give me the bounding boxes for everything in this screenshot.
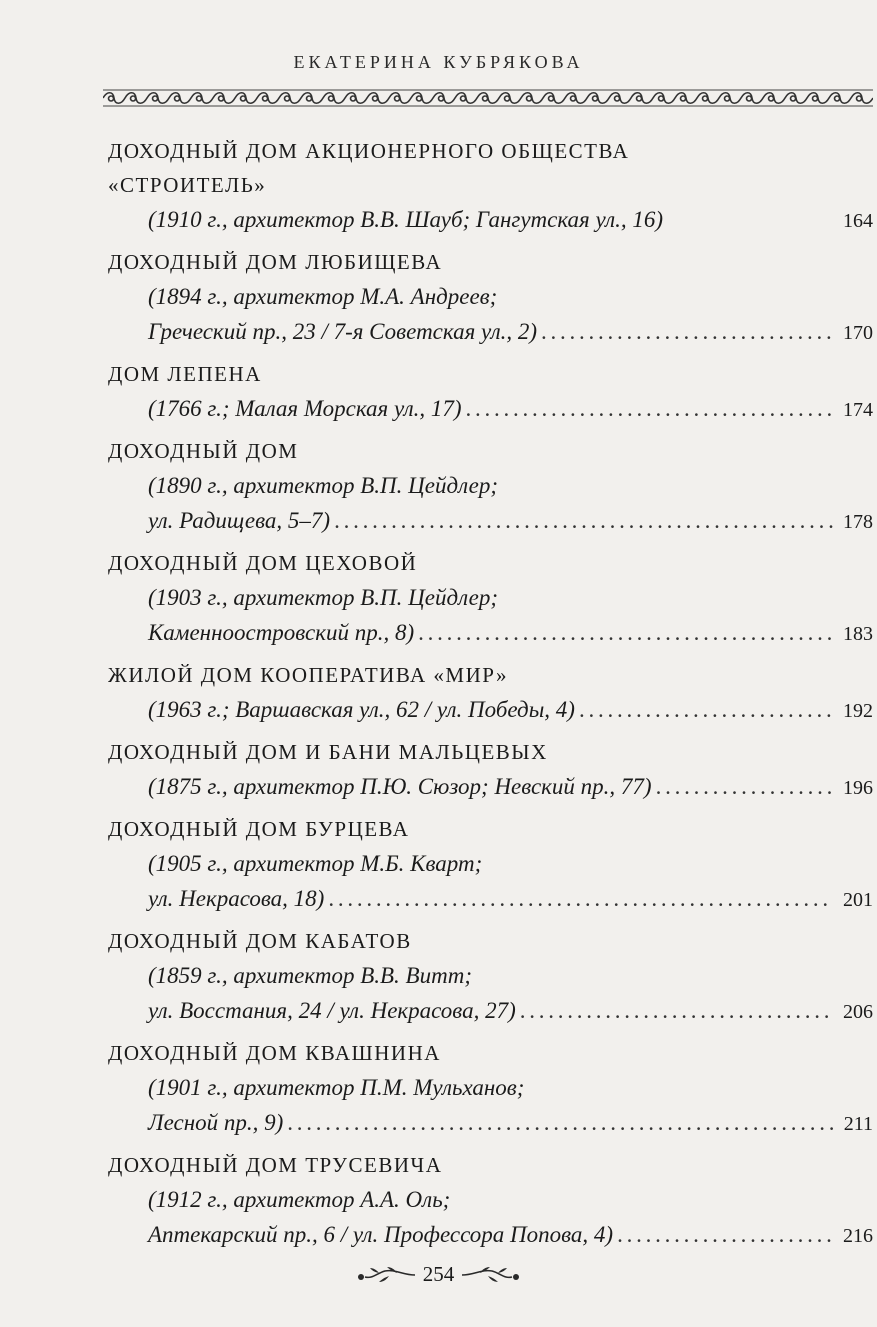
entry-details: (1901 г., архитектор П.М. Мульханов; [148, 1075, 525, 1100]
entry-page-number: 178 [843, 511, 873, 533]
entry-details: (1890 г., архитектор В.П. Цейдлер; [148, 473, 499, 498]
entry-title: ДОХОДНЫЙ ДОМ ЦЕХОВОЙ [108, 551, 418, 575]
entry-details-line [108, 692, 873, 729]
entry-title: ДОХОДНЫЙ ДОМ И БАНИ МАЛЬЦЕВЫХ [108, 740, 548, 764]
entry-details: (1875 г., архитектор П.Ю. Сюзор; Невский пр., 77) [148, 774, 652, 799]
entry-page-number: 183 [843, 623, 873, 645]
entry-details: (1910 г., архитектор В.В. Шауб; Гангутская ул., 16) [148, 207, 664, 232]
toc-entry [108, 1036, 873, 1142]
entry-page-number: 216 [843, 1225, 873, 1247]
entry-details: ул. Восстания, 24 / ул. Некрасова, 27) [148, 998, 516, 1023]
entry-title: ДОМ ЛЕПЕНА [108, 362, 262, 386]
entry-title-continued: «СТРОИТЕЛЬ» [108, 173, 267, 197]
dot-leader [656, 769, 833, 804]
toc-entry [108, 546, 873, 652]
entry-details-line [108, 503, 873, 540]
toc-entry [108, 1148, 873, 1254]
entry-page-number: 192 [843, 700, 873, 722]
entry-details-line [108, 993, 873, 1030]
dot-leader [617, 1217, 833, 1252]
entry-title: ДОХОДНЫЙ ДОМ АКЦИОНЕРНОГО ОБЩЕСТВА [108, 139, 630, 163]
entry-page-number: 170 [843, 322, 873, 344]
entry-details: Лесной пр., 9) [148, 1110, 284, 1135]
toc-entry [108, 812, 873, 918]
table-of-contents [108, 134, 873, 1260]
toc-entry [108, 245, 873, 351]
entry-details-line [108, 391, 873, 428]
dot-leader [287, 1105, 833, 1140]
entry-title: ДОХОДНЫЙ ДОМ КАБАТОВ [108, 929, 412, 953]
entry-details: Аптекарский пр., 6 / ул. Профессора Попова, 4) [148, 1222, 614, 1247]
entry-title: ДОХОДНЫЙ ДОМ ЛЮБИЩЕВА [108, 250, 443, 274]
entry-page-number: 196 [843, 777, 873, 799]
dot-leader [418, 615, 833, 650]
entry-details-line [108, 881, 873, 918]
entry-details-line [108, 615, 873, 652]
toc-entry [108, 658, 873, 729]
entry-title: ДОХОДНЫЙ ДОМ КВАШНИНА [108, 1041, 441, 1065]
toc-entry [108, 735, 873, 806]
entry-title: ДОХОДНЫЙ ДОМ [108, 439, 299, 463]
entry-page-number: 174 [843, 399, 873, 421]
entry-details: (1894 г., архитектор М.А. Андреев; [148, 284, 498, 309]
dot-leader [520, 993, 833, 1028]
page-number: 254 [422, 1262, 455, 1286]
entry-details: (1859 г., архитектор В.В. Витт; [148, 963, 472, 988]
entry-details-line [108, 1105, 873, 1142]
entry-page-number: 211 [843, 1113, 873, 1135]
page-footer [0, 1262, 877, 1287]
toc-entry [108, 134, 873, 239]
entry-title: ДОХОДНЫЙ ДОМ БУРЦЕВА [108, 817, 410, 841]
entry-title: ДОХОДНЫЙ ДОМ ТРУСЕВИЧА [108, 1153, 443, 1177]
entry-details: (1905 г., архитектор М.Б. Кварт; [148, 851, 483, 876]
dot-leader [334, 503, 833, 538]
entry-details: (1912 г., архитектор А.А. Оль; [148, 1187, 451, 1212]
dot-leader [328, 881, 833, 916]
toc-entry [108, 357, 873, 428]
entry-details: ул. Некрасова, 18) [148, 886, 325, 911]
running-head: ЕКАТЕРИНА КУБРЯКОВА [293, 52, 584, 72]
entry-details: (1903 г., архитектор В.П. Цейдлер; [148, 585, 499, 610]
entry-page-number: 201 [843, 889, 873, 911]
entry-details: (1766 г.; Малая Морская ул., 17) [148, 396, 462, 421]
dot-leader [579, 692, 833, 727]
dot-leader [466, 391, 833, 426]
toc-entry [108, 924, 873, 1030]
entry-details-line [108, 314, 873, 351]
entry-details-line [108, 202, 873, 239]
entry-details: (1963 г.; Варшавская ул., 62 / ул. Победы, 4) [148, 697, 575, 722]
entry-details: Каменноостровский пр., 8) [148, 620, 415, 645]
entry-details: Греческий пр., 23 / 7-я Советская ул., 2) [148, 319, 538, 344]
entry-details-line [108, 769, 873, 806]
entry-details: ул. Радищева, 5–7) [148, 508, 331, 533]
toc-entry [108, 434, 873, 540]
ornamental-rule [103, 87, 873, 109]
entry-page-number: 164 [843, 210, 873, 232]
dot-leader [541, 314, 833, 349]
entry-details-line [108, 1217, 873, 1254]
entry-page-number: 206 [843, 1001, 873, 1023]
right-flourish-icon [460, 1265, 522, 1285]
entry-title: ЖИЛОЙ ДОМ КООПЕРАТИВА «МИР» [108, 663, 508, 687]
left-flourish-icon [355, 1265, 417, 1285]
